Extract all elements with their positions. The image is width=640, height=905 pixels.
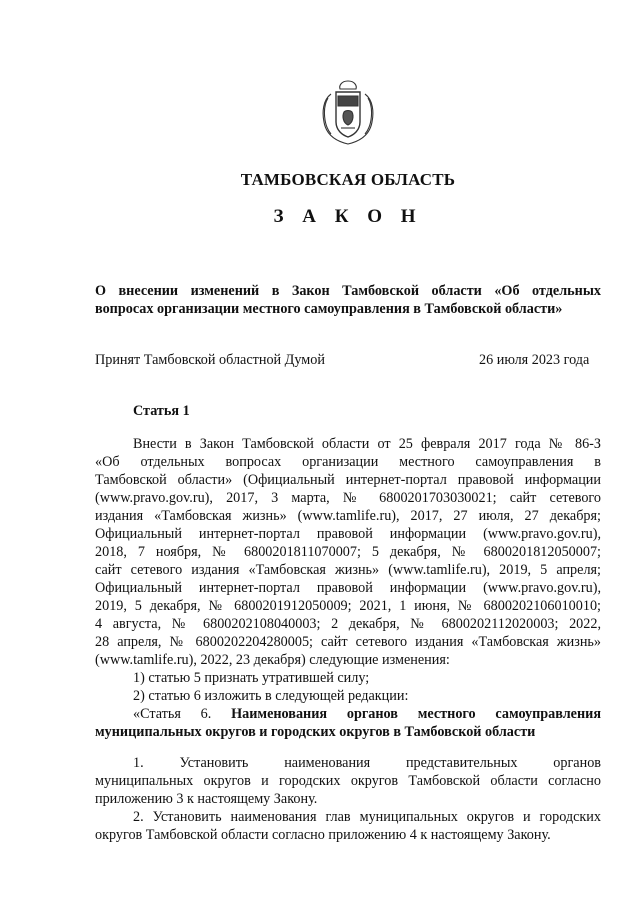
article-line: Официальный интернет-портал правовой информации (www.pravo.gov.ru), [95,580,601,596]
article-line: 2018, 7 ноября, № 6800201811070007; 5 декабря, № 6800201812050007; [95,544,601,560]
article-6-title-part-2: муниципальных округов и городских округов в Тамбовской области [95,724,536,740]
article-line: (www.pravo.gov.ru), 2017, 3 марта, № 6800201703030021; сайт сетевого [95,490,601,506]
adopted-by: Принят Тамбовской областной Думой [95,352,325,368]
paragraph-1-line: 1. Установить наименования представительных органов [133,755,601,771]
article-line: издания «Тамбовская жизнь» (www.tamlife.ru), 2017, 27 июля, 27 декабря; [95,508,601,524]
adopted-date: 26 июля 2023 года [479,352,590,368]
article-line: (www.tamlife.ru), 2022, 23 декабря) следующие изменения: [95,652,450,668]
paragraph-1-line: муниципальных округов и городских округов Тамбовской области согласно [95,773,601,789]
paragraph-2-line: округов Тамбовской области согласно приложению 4 к настоящему Закону. [95,827,551,843]
title-line-2: вопросах организации местного самоуправления в Тамбовской области» [95,301,563,317]
article-line: Внести в Закон Тамбовской области от 25 февраля 2017 года № 86-З [133,436,601,452]
paragraph-2-line: 2. Установить наименования глав муниципальных округов и городских [133,809,601,825]
article-6-heading-line-1 [133,706,601,722]
paragraph-1-line: приложению 3 к настоящему Закону. [95,791,318,807]
article-line: 2019, 5 декабря, № 6800201912050009; 2021, 1 июня, № 6800202106010010; [95,598,601,614]
list-item: 2) статью 6 изложить в следующей редакции: [133,688,409,704]
coat-of-arms-icon [319,78,377,146]
article-line: Официальный интернет-портал правовой информации (www.pravo.gov.ru), [95,526,601,542]
article-line: 4 августа, № 6800202108040003; 2 декабря, № 6800202112020003; 2022, [95,616,601,632]
article-line: сайт сетевого издания «Тамбовская жизнь» (www.tamlife.ru), 2019, 5 апреля; [95,562,601,578]
article-6-prefix: «Статья 6. [133,706,212,722]
document-type-heading: З А К О Н [273,206,423,227]
article-6-title-part-1: Наименования органов местного самоуправления [231,706,602,722]
article-heading: Статья 1 [133,403,190,419]
title-line-1: О внесении изменений в Закон Тамбовской области «Об отдельных [95,283,601,299]
article-line: «Об отдельных вопросах организации местного самоуправления в [95,454,601,470]
region-heading: ТАМБОВСКАЯ ОБЛАСТЬ [240,170,456,189]
article-line: 28 апреля, № 6800202204280005; сайт сетевого издания «Тамбовская жизнь» [95,634,601,650]
article-line: Тамбовской области» (Официальный интернет-портал правовой информации [95,472,601,488]
list-item: 1) статью 5 признать утратившей силу; [133,670,370,686]
